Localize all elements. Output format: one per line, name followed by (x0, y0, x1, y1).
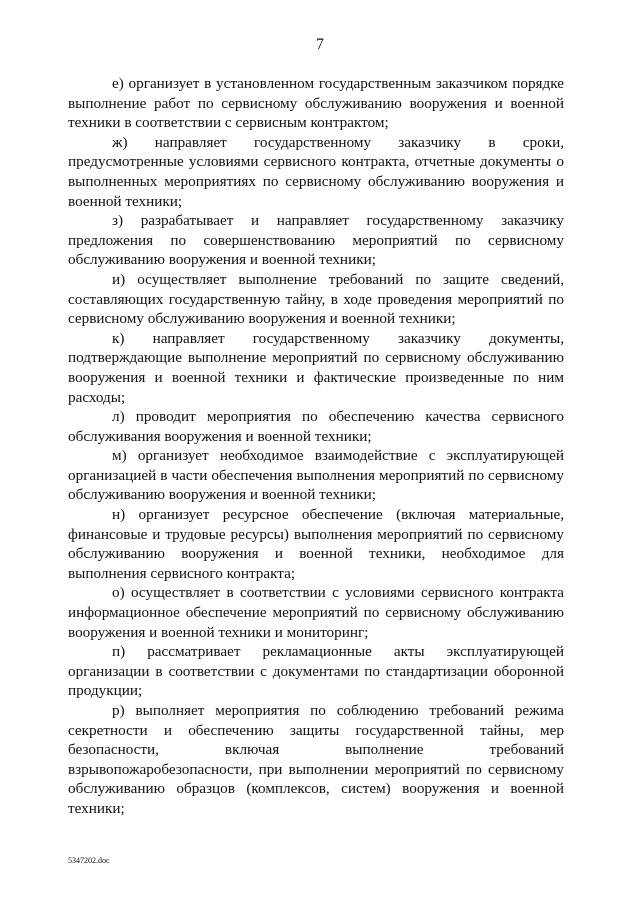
paragraph-z: з) разрабатывает и направляет государственному заказчику предложения по совершенствованию мероприятий по сервисному обслуживанию вооружения и военной техники; (68, 212, 564, 269)
paragraph-m: м) организует необходимое взаимодействие с эксплуатирующей организацией в части обеспечения выполнения мероприятий по сервисному обслуживанию вооружения и военной техники; (68, 447, 564, 504)
paragraph-e: е) организует в установленном государственным заказчиком порядке выполнение работ по сервисному обслуживанию вооружения и военной техники в соответствии с сервисным контрактом; (68, 75, 564, 132)
paragraph-l: л) проводит мероприятия по обеспечению качества сервисного обслуживания вооружения и военной техники; (68, 408, 564, 445)
paragraph-zh: ж) направляет государственному заказчику в сроки, предусмотренные условиями сервисного контракта, отчетные документы о выполненных мероприятиях по сервисному обслуживанию вооружения и военной техники; (68, 133, 564, 210)
paragraph-r: р) выполняет мероприятия по соблюдению требований режима секретности и обеспечению защиты государственной тайны, мер безопасности, включая выполнение требований взрывопожаробезопасности, при выполнении мероприятий по сервисному обслуживанию образцов (комплексов, систем) вооружения и военной техники; (68, 702, 564, 817)
document-file-code: 5347202.doc (68, 856, 110, 865)
paragraph-i: и) осуществляет выполнение требований по защите сведений, составляющих государственную тайну, в ходе проведения мероприятий по сервисному обслуживанию вооружения и военной техники; (68, 270, 564, 328)
document-body (68, 74, 564, 819)
page-number: 7 (316, 36, 324, 53)
paragraph-o: о) осуществляет в соответствии с условиями сервисного контракта информационное обеспечение мероприятий по сервисному обслуживанию вооружения и военной техники и мониторинг; (68, 584, 564, 641)
paragraph-p: п) рассматривает рекламационные акты эксплуатирующей организации в соответствии с документами по стандартизации оборонной продукции; (68, 643, 564, 700)
paragraph-k: к) направляет государственному заказчику документы, подтверждающие выполнение мероприятий по сервисному обслуживанию вооружения и военной техники и фактические произведенные по ним расходы; (68, 329, 564, 406)
paragraph-n: н) организует ресурсное обеспечение (включая материальные, финансовые и трудовые ресурсы) выполнения мероприятий по сервисному обслуживанию вооружения и военной техники, необходимое для выполнения сервисного контракта; (68, 506, 564, 582)
